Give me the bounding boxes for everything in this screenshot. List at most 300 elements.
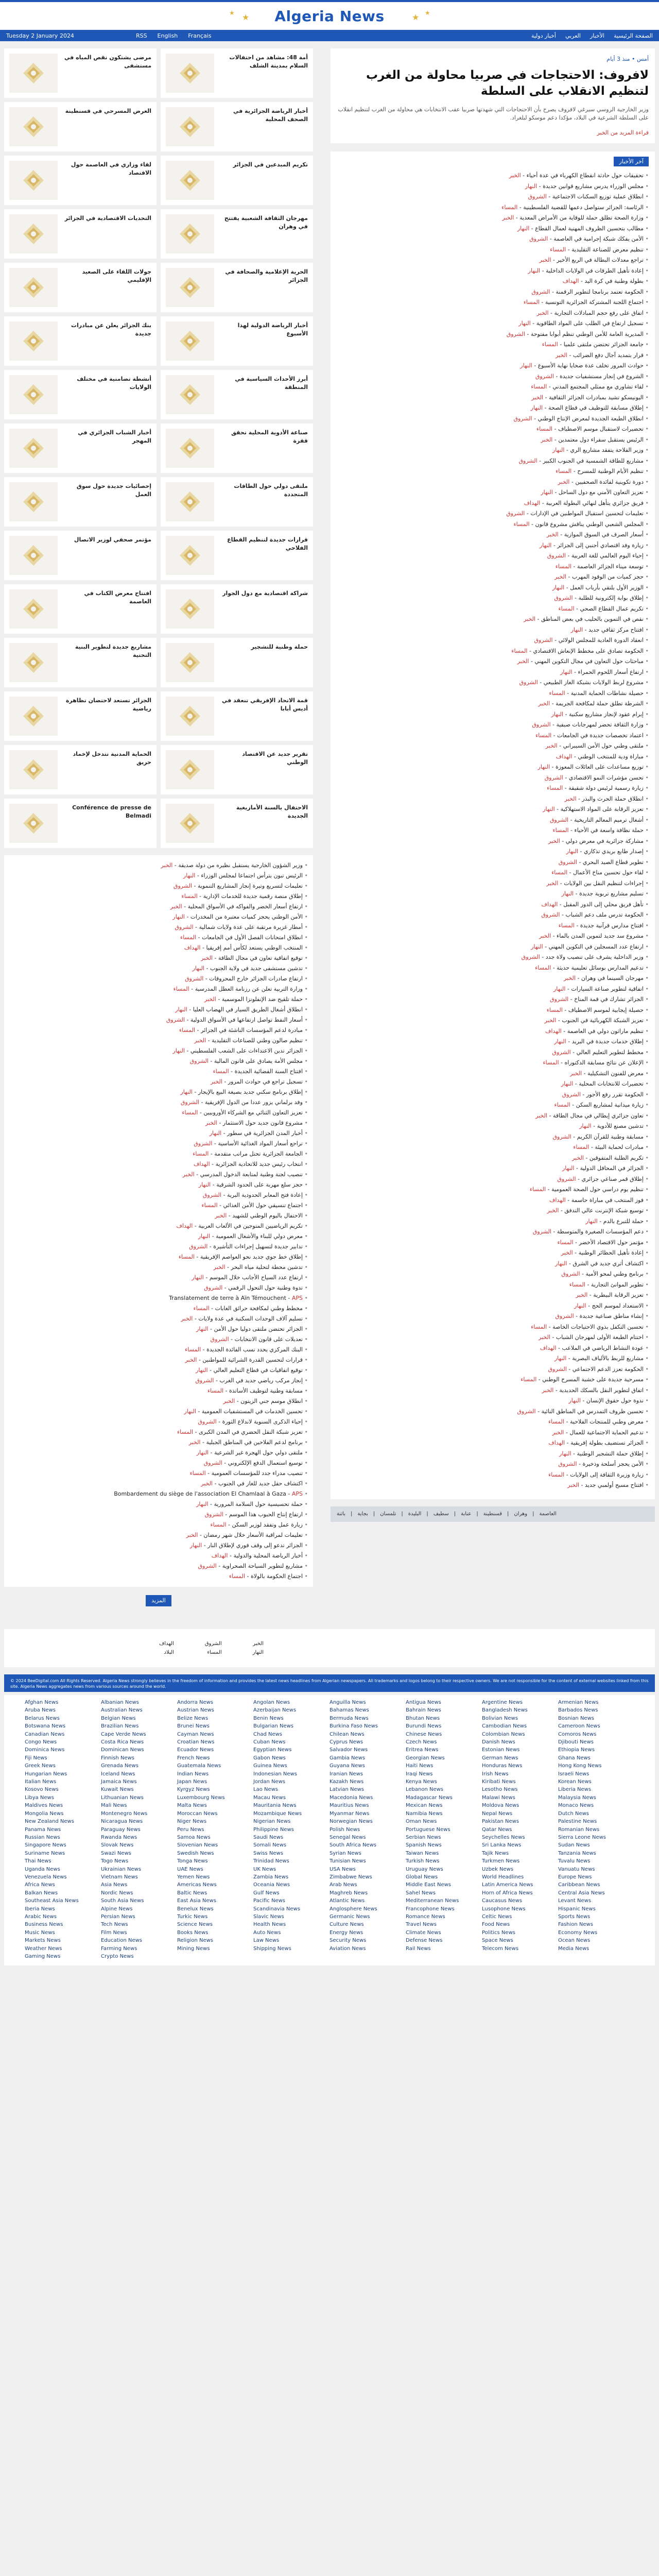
news-headline[interactable]: ندوة حول حقوق الإنسان bbox=[586, 1397, 644, 1404]
news-item[interactable]: • إنجاز مركب رياضي جديد في الغرب - الشروق bbox=[9, 1376, 308, 1386]
news-headline[interactable]: الجزائر تدين الاعتداءات على الشعب الفلسطيني bbox=[190, 1047, 303, 1054]
country-link[interactable]: Honduras News bbox=[482, 1763, 523, 1769]
news-item[interactable]: • توسيع شبكة الإنترنت عالي التدفق - الخبر bbox=[337, 1206, 649, 1216]
country-link[interactable]: Singapore News bbox=[25, 1842, 66, 1849]
country-link[interactable]: Music News bbox=[25, 1929, 55, 1936]
country-link[interactable]: Macau News bbox=[253, 1794, 286, 1801]
news-headline[interactable]: إصدار طابع بريدي تذكاري bbox=[584, 848, 644, 855]
news-item[interactable]: • ملتقى وطني حول الأمن السيبراني - الخبر bbox=[337, 741, 649, 752]
news-headline[interactable]: تدشين مستشفى جديد في ولاية الجنوب bbox=[210, 965, 303, 972]
news-headline[interactable]: افتتاح السنة القضائية الجديدة bbox=[234, 1068, 303, 1075]
news-headline[interactable]: إطلاق برنامج سكني جديد بصيغة البيع بالإيجار bbox=[198, 1089, 303, 1095]
card-thumbnail[interactable] bbox=[166, 375, 214, 414]
country-link[interactable]: South Africa News bbox=[330, 1842, 376, 1849]
country-link[interactable]: Congo News bbox=[25, 1739, 57, 1745]
country-link[interactable]: Science News bbox=[177, 1922, 213, 1928]
news-headline[interactable]: حملة تلقيح ضد الإنفلونزا الموسمية bbox=[221, 996, 303, 1003]
news-headline[interactable]: مجلس الأمة يصادق على قانون المالية bbox=[214, 1058, 303, 1064]
card-thumbnail[interactable] bbox=[166, 697, 214, 736]
country-link[interactable]: Antigua News bbox=[406, 1700, 441, 1705]
news-headline[interactable]: الجزائر تدعو إلى وقف فوري لإطلاق النار bbox=[207, 1542, 303, 1549]
news-item[interactable]: • زيارة رسمية لرئيس دولة شقيقة - المساء bbox=[337, 783, 649, 794]
country-link[interactable]: Pakistan News bbox=[482, 1819, 519, 1825]
news-item[interactable]: • إطلاق خدمات جديدة في البريد - النهار bbox=[337, 1037, 649, 1047]
news-item[interactable]: • تنظيم يوم دراسي حول الصحة العمومية - المساء bbox=[337, 1184, 649, 1195]
news-headline[interactable]: انطلاق عملية توزيع السكنات الاجتماعية bbox=[552, 193, 644, 200]
nav-arab[interactable]: العربي bbox=[565, 32, 581, 39]
country-link[interactable]: Senegal News bbox=[330, 1834, 366, 1840]
news-item[interactable]: • ارتفاع إنتاج الحبوب هذا الموسم - الشروق bbox=[9, 1510, 308, 1520]
card-title[interactable]: ملتقى دولي حول الطاقات المتجددة bbox=[234, 483, 308, 498]
news-headline[interactable]: انتخاب رئيس جديد للاتحادية الجزائرية bbox=[215, 1161, 303, 1167]
news-item[interactable]: • إطلاق خط جوي جديد نحو العواصم الإفريقية - المساء bbox=[9, 1252, 308, 1262]
news-item[interactable]: • إطلاق حملة التشجير الوطنية - النهار bbox=[337, 1449, 649, 1460]
news-card[interactable] bbox=[161, 477, 313, 527]
country-link[interactable]: Europe News bbox=[558, 1874, 592, 1880]
country-link[interactable]: Niger News bbox=[177, 1819, 207, 1825]
english-link[interactable]: English bbox=[157, 32, 178, 39]
news-headline[interactable]: تعليمات لمراقبة الأسعار خلال شهر رمضان bbox=[203, 1532, 303, 1538]
country-link[interactable]: Ghana News bbox=[558, 1755, 591, 1761]
country-link[interactable]: Chad News bbox=[253, 1731, 282, 1737]
country-link[interactable]: Central Asia News bbox=[558, 1890, 605, 1896]
news-headline[interactable]: الجامعة الجزائرية تحتل مراتب متقدمة bbox=[214, 1150, 303, 1157]
news-item[interactable]: • مشاركة جزائرية في معرض دولي - الخبر bbox=[337, 836, 649, 847]
news-item[interactable]: • انطلاق امتحانات الفصل الأول في الجامعات - المساء bbox=[9, 933, 308, 943]
news-headline[interactable]: مجلس الوزراء يدرس مشاريع قوانين جديدة bbox=[543, 182, 644, 190]
card-title[interactable]: إحصائيات جديدة حول سوق العمل bbox=[76, 483, 151, 498]
country-link[interactable]: Burkina Faso News bbox=[330, 1723, 378, 1730]
country-link[interactable]: Lao News bbox=[253, 1787, 279, 1793]
news-item[interactable]: • انطلاق موسم جني الزيتون - الخبر bbox=[9, 1396, 308, 1406]
news-headline[interactable]: اكتشاف أثري جديد في الشرق bbox=[573, 1260, 644, 1267]
news-headline[interactable]: تحسين التكفل بذوي الاحتياجات الخاصة bbox=[552, 1323, 644, 1330]
card-thumbnail[interactable] bbox=[166, 268, 214, 307]
card-thumbnail[interactable] bbox=[166, 643, 214, 682]
country-link[interactable]: Kazakh News bbox=[330, 1779, 364, 1785]
country-link[interactable]: Somali News bbox=[253, 1842, 287, 1849]
news-headline[interactable]: اتفاقية لتطوير صناعة السيارات bbox=[571, 985, 644, 992]
news-item[interactable]: • معرض وطني للمنتجات الفلاحية - المساء bbox=[337, 1417, 649, 1428]
country-link[interactable]: Oceania News bbox=[253, 1882, 290, 1888]
country-link[interactable]: Mali News bbox=[101, 1803, 127, 1809]
news-headline[interactable]: حملة للتبرع بالدم bbox=[603, 1217, 644, 1225]
news-item[interactable]: • عودة النشاط الرياضي في الملاعب - الهداف bbox=[337, 1343, 649, 1354]
news-card[interactable] bbox=[4, 102, 157, 151]
nav-news[interactable]: الأخبار bbox=[589, 32, 605, 39]
news-item[interactable]: • مسرحية جديدة على خشبة المسرح الوطني - المساء bbox=[337, 1375, 649, 1385]
news-headline[interactable]: تعليمات لتسريع وتيرة إنجاز المشاريع التنموية bbox=[198, 883, 303, 889]
news-headline[interactable]: تنصيب لجنة وطنية لمتابعة الدخول المدرسي bbox=[200, 1171, 303, 1178]
news-item[interactable]: • مشاريع للطاقة الشمسية في الجنوب الكبير - الشروق bbox=[337, 456, 649, 467]
country-link[interactable]: Rwanda News bbox=[101, 1834, 137, 1840]
news-headline[interactable]: تعاون جزائري إيطالي في مجال الطاقة bbox=[553, 1112, 644, 1119]
news-headline[interactable]: وزارة الصحة تطلق حملة للوقاية من الأمراض المعدية bbox=[519, 214, 644, 221]
news-headline[interactable]: الجزائر تشارك في قمة المناخ bbox=[574, 996, 644, 1003]
nav-world[interactable]: أخبار دولية bbox=[531, 32, 556, 39]
country-link[interactable]: Libya News bbox=[25, 1794, 54, 1801]
country-link[interactable]: German News bbox=[482, 1755, 518, 1761]
news-headline[interactable]: برنامج وطني لمحو الأمية bbox=[585, 1270, 644, 1277]
news-headline[interactable]: تسليم آلاف الوحدات السكنية في عدة ولايات bbox=[198, 1315, 303, 1322]
news-item[interactable]: • الجزائر تشارك في قمة المناخ - الشروق bbox=[337, 994, 649, 1005]
country-link[interactable]: Gabon News bbox=[253, 1755, 286, 1761]
news-card[interactable] bbox=[161, 48, 313, 98]
country-link[interactable]: Auto News bbox=[253, 1929, 281, 1936]
country-link[interactable]: Irish News bbox=[482, 1771, 509, 1777]
country-link[interactable]: Barbados News bbox=[558, 1707, 598, 1714]
news-item[interactable]: • إعادة تأهيل الطرقات في الولايات الداخلية - النهار bbox=[337, 266, 649, 277]
country-link[interactable]: Bosnian News bbox=[558, 1715, 594, 1721]
news-headline[interactable]: تنظيم ماراثون دولي في العاصمة bbox=[567, 1027, 644, 1035]
news-card[interactable] bbox=[161, 370, 313, 419]
news-item[interactable]: • حملة للتبرع بالدم - النهار bbox=[337, 1216, 649, 1227]
country-link[interactable]: Global News bbox=[406, 1874, 438, 1880]
news-headline[interactable]: الحكومة تصادق على مخطط الإنعاش الاقتصادي bbox=[533, 647, 644, 654]
country-link[interactable]: Balkan News bbox=[25, 1890, 58, 1896]
news-headline[interactable]: تدشين مصنع للأدوية bbox=[597, 1123, 644, 1129]
news-headline[interactable]: دعم المؤسسات الصغيرة والمتوسطة bbox=[557, 1228, 644, 1235]
country-link[interactable]: Iceland News bbox=[101, 1771, 135, 1777]
news-item[interactable]: • تعاون جزائري إيطالي في مجال الطاقة - الخبر bbox=[337, 1111, 649, 1122]
news-item[interactable]: • وزير الشؤون الخارجية يستقبل نظيره من دولة صديقة - الخبر bbox=[9, 860, 308, 871]
news-item[interactable]: • تعزيز الرقابة البيطرية - الخبر bbox=[337, 1290, 649, 1301]
news-headline[interactable]: حملة نظافة واسعة في الأحياء bbox=[574, 827, 644, 834]
news-item[interactable]: • تعزيز الشبكة الكهربائية في الجنوب - الخبر bbox=[337, 1015, 649, 1026]
country-link[interactable]: Gulf News bbox=[253, 1890, 280, 1896]
news-item[interactable]: • ارتفاع عدد المسجلين في التكوين المهني - النهار bbox=[337, 942, 649, 953]
news-headline[interactable]: تحسين ظروف التمدرس في المناطق النائية bbox=[541, 1408, 644, 1415]
news-headline[interactable]: وزارة الثقافة تحضر لمهرجانات صيفية bbox=[556, 721, 644, 728]
news-item[interactable]: • افتتاح مسبح أولمبي جديد - الخبر bbox=[337, 1480, 649, 1491]
news-headline[interactable]: مباراة ودية للمنتخب الوطني bbox=[578, 753, 644, 760]
news-item[interactable]: • حجز سلع مهربة على الحدود الشرقية - النهار bbox=[9, 1180, 308, 1190]
card-title[interactable]: مؤتمر صحفي لوزير الاتصال bbox=[74, 536, 151, 543]
country-link[interactable]: Gaming News bbox=[25, 1954, 61, 1959]
news-card[interactable] bbox=[4, 745, 157, 794]
news-item[interactable]: • الرئيس تبون يترأس اجتماعا لمجلس الوزراء - النهار bbox=[9, 871, 308, 881]
country-link[interactable]: Luxembourg News bbox=[177, 1794, 225, 1801]
news-headline[interactable]: تدعيم المدارس بوسائل تعليمية حديثة bbox=[557, 964, 644, 971]
card-thumbnail[interactable] bbox=[166, 214, 214, 253]
country-link[interactable]: Romanian News bbox=[558, 1826, 600, 1833]
country-link[interactable]: Caribbean News bbox=[558, 1882, 600, 1888]
country-link[interactable]: Fashion News bbox=[558, 1922, 593, 1928]
news-item[interactable]: • اليونيسكو تشيد بمبادرات الجزائر الثقافية - الخبر bbox=[337, 393, 649, 403]
country-link[interactable]: Spanish News bbox=[406, 1842, 442, 1849]
country-link[interactable]: Culture News bbox=[330, 1922, 364, 1928]
country-link[interactable]: Weather News bbox=[25, 1945, 62, 1952]
country-link[interactable]: Malaysia News bbox=[558, 1794, 596, 1801]
news-item[interactable]: • تطوير الموانئ التجارية - المساء bbox=[337, 1280, 649, 1291]
country-link[interactable]: Guatemala News bbox=[177, 1763, 221, 1769]
card-title[interactable]: حملة وطنية للتشجير bbox=[251, 643, 308, 650]
news-item[interactable]: • تدشين مصنع للأدوية - النهار bbox=[337, 1121, 649, 1132]
news-headline[interactable]: توزيع مساعدات على العائلات المعوزة bbox=[555, 764, 644, 770]
news-headline[interactable]: وزارة التربية تعلن عن رزنامة العطل المدرسية bbox=[195, 986, 303, 992]
news-item[interactable]: • تدعيم الحماية الاجتماعية للعمال - الخبر bbox=[337, 1428, 649, 1438]
country-link[interactable]: Benelux News bbox=[177, 1906, 214, 1912]
country-link[interactable]: Cayman News bbox=[177, 1731, 214, 1737]
country-link[interactable]: Costa Rica News bbox=[101, 1739, 144, 1745]
news-headline[interactable]: معرض للفنون التشكيلية bbox=[587, 1070, 644, 1077]
card-title[interactable]: التحديات الاقتصادية في الجزائر bbox=[64, 215, 151, 222]
news-headline[interactable]: زيارة وفد اقتصادي أجنبي إلى الجزائر bbox=[557, 541, 644, 549]
card-thumbnail[interactable] bbox=[166, 804, 214, 843]
card-thumbnail[interactable] bbox=[9, 268, 58, 307]
news-headline[interactable]: وزير الشؤون الخارجية يستقبل نظيره من دولة صديقة bbox=[178, 862, 303, 869]
country-link[interactable]: Monaco News bbox=[558, 1803, 594, 1809]
country-link[interactable]: Law News bbox=[253, 1938, 280, 1944]
news-headline[interactable]: إطلاق خدمات جديدة في البريد bbox=[571, 1038, 644, 1045]
country-link[interactable]: Croatian News bbox=[177, 1739, 215, 1745]
news-headline[interactable]: توسيع شبكة الإنترنت عالي التدفق bbox=[564, 1207, 644, 1214]
country-link[interactable]: Arab News bbox=[330, 1882, 357, 1888]
news-headline[interactable]: إطلاق منصة رقمية جديدة للخدمات الإدارية bbox=[203, 893, 303, 900]
news-item[interactable]: • اكتشاف أثري جديد في الشرق - النهار bbox=[337, 1259, 649, 1269]
news-item[interactable]: • توقيع اتفاقية تعاون في مجال الطاقة - الخبر bbox=[9, 953, 308, 963]
news-item[interactable]: • إعادة فتح المعابر الحدودية البرية - الشروق bbox=[9, 1190, 308, 1200]
card-title[interactable]: أخبار الرياضة الدولية لهذا الأسبوع bbox=[237, 322, 308, 337]
country-link[interactable]: Anglosphere News bbox=[330, 1906, 377, 1912]
country-link[interactable]: Education News bbox=[101, 1938, 142, 1944]
news-item[interactable]: • الاستعداد لموسم الحج - النهار bbox=[337, 1301, 649, 1312]
country-link[interactable]: Security News bbox=[330, 1938, 367, 1944]
news-item[interactable]: • زيارة عمل وتفقد لوزير السكن - المساء bbox=[9, 1520, 308, 1530]
country-link[interactable]: Film News bbox=[101, 1929, 127, 1936]
news-item[interactable]: • تسليم آلاف الوحدات السكنية في عدة ولايات - الخبر bbox=[9, 1314, 308, 1324]
news-item[interactable]: • الإعلان عن نتائج مسابقة الدكتوراه - المساء bbox=[337, 1058, 649, 1069]
card-title[interactable]: تقرير جديد عن الاقتصاد الوطني bbox=[242, 751, 308, 766]
news-headline[interactable]: الجزائر في المحافل الدولية bbox=[580, 1165, 644, 1172]
news-headline[interactable]: فريق جزائري يتأهل لنهائي البطولة العربية bbox=[546, 499, 644, 506]
city-tag[interactable]: سطيف bbox=[433, 1511, 449, 1517]
card-thumbnail[interactable] bbox=[166, 54, 214, 93]
news-headline[interactable]: مهرجان السينما في وهران bbox=[581, 975, 644, 981]
news-headline[interactable]: تحضيرات لاستقبال موسم الاصطياف bbox=[558, 426, 644, 432]
news-headline[interactable]: تنظيم الأيام الوطنية للمسرح bbox=[577, 468, 644, 474]
news-headline[interactable]: مشروع قانون جديد حول الاستثمار bbox=[222, 1120, 303, 1126]
news-headline[interactable]: الاستعداد لموسم الحج bbox=[592, 1302, 644, 1309]
news-headline[interactable]: انطلاق الطبعة الجديدة لمعرض الإنتاج الوطني bbox=[537, 415, 644, 422]
news-item[interactable]: • إطلاق مسابقة للتوظيف في قطاع الصحة - النهار bbox=[337, 403, 649, 414]
country-link[interactable]: Austrian News bbox=[177, 1707, 214, 1714]
news-headline[interactable]: تحضيرات للانتخابات المحلية bbox=[579, 1080, 644, 1087]
news-headline[interactable]: مشاريع لتطوير السياحة الصحراوية bbox=[222, 1563, 303, 1569]
news-card[interactable] bbox=[161, 638, 313, 687]
country-link[interactable]: Mozambique News bbox=[253, 1810, 302, 1817]
news-headline[interactable]: تكريم الطلبة المتفوقين bbox=[589, 1154, 644, 1161]
country-link[interactable]: Slovenian News bbox=[177, 1842, 218, 1849]
country-link[interactable]: Israeli News bbox=[558, 1771, 589, 1777]
news-item[interactable]: • الجزائر في المحافل الدولية - النهار bbox=[337, 1163, 649, 1174]
country-link[interactable]: Swiss News bbox=[253, 1850, 283, 1856]
country-link[interactable]: Jamaica News bbox=[101, 1779, 137, 1785]
news-headline[interactable]: إطلاق حملة التشجير الوطنية bbox=[577, 1450, 644, 1457]
news-item[interactable]: • إصدار طابع بريدي تذكاري - النهار bbox=[337, 846, 649, 857]
news-item[interactable]: • مسابقة وطنية لتوظيف الأساتذة - المساء bbox=[9, 1386, 308, 1396]
news-item[interactable]: • حملة نظافة واسعة في الأحياء - المساء bbox=[337, 825, 649, 836]
country-link[interactable]: Scandinavia News bbox=[253, 1906, 300, 1912]
country-link[interactable]: Botswana News bbox=[25, 1723, 66, 1730]
country-link[interactable]: Iberia News bbox=[25, 1906, 55, 1912]
news-headline[interactable]: اجتماع الحكومة بالولاة bbox=[251, 1573, 303, 1580]
news-item[interactable]: • افتتاح مدارس قرآنية جديدة - المساء bbox=[337, 921, 649, 931]
country-link[interactable]: Thai News bbox=[25, 1858, 51, 1865]
card-thumbnail[interactable] bbox=[9, 321, 58, 361]
news-headline[interactable]: تراجع معدلات البطالة في الربع الأخير bbox=[557, 257, 644, 263]
country-link[interactable]: Aviation News bbox=[330, 1945, 366, 1952]
news-item[interactable]: • الاحتفال باليوم الوطني للشهيد - الخبر bbox=[9, 1211, 308, 1221]
news-headline[interactable]: تعليمات لتحسين استقبال المواطنين في الإدارات bbox=[530, 510, 644, 517]
country-link[interactable]: Indonesian News bbox=[253, 1771, 297, 1777]
news-item[interactable]: • تسجيل ارتفاع في الطلب على المواد الطاقوية - النهار bbox=[337, 318, 649, 329]
country-link[interactable]: Crypto News bbox=[101, 1954, 134, 1959]
country-link[interactable]: Atlantic News bbox=[330, 1898, 365, 1904]
country-link[interactable]: Travel News bbox=[406, 1922, 437, 1928]
news-headline[interactable]: الشروع في إنجاز مستشفيات جديدة bbox=[559, 372, 644, 380]
country-link[interactable]: Levant News bbox=[558, 1898, 592, 1904]
news-card[interactable] bbox=[4, 370, 157, 419]
country-link[interactable]: Bangladesh News bbox=[482, 1707, 528, 1714]
card-thumbnail[interactable] bbox=[166, 482, 214, 521]
news-headline[interactable]: اجتماع اللجنة المشتركة الجزائرية التونسية bbox=[545, 299, 644, 306]
news-headline[interactable]: لقاء حول تحسين مناخ الأعمال bbox=[573, 869, 644, 876]
news-headline[interactable]: الإعلان عن نتائج مسابقة الدكتوراه bbox=[564, 1059, 644, 1066]
country-link[interactable]: Politics News bbox=[482, 1929, 515, 1936]
country-link[interactable]: Portuguese News bbox=[406, 1826, 450, 1833]
country-link[interactable]: Belarus News bbox=[25, 1715, 60, 1721]
news-headline[interactable]: الرئيس يستقبل سفراء دول معتمدين bbox=[558, 436, 644, 443]
news-item[interactable]: • ندوة حول حقوق الإنسان - النهار bbox=[337, 1396, 649, 1406]
news-item[interactable]: • إطلاق برنامج سكني جديد بصيغة البيع بالإيجار - النهار bbox=[9, 1087, 308, 1097]
card-thumbnail[interactable] bbox=[166, 750, 214, 789]
news-item[interactable]: • الحكومة تقرر رفع الأجور - الشروق bbox=[337, 1090, 649, 1100]
news-item[interactable]: • الجزائر تستضيف بطولة إفريقية - الهداف bbox=[337, 1438, 649, 1449]
city-tag[interactable]: العاصمة bbox=[539, 1511, 557, 1517]
news-card[interactable] bbox=[4, 638, 157, 687]
country-link[interactable]: Cape Verde News bbox=[101, 1731, 146, 1737]
news-item[interactable]: • تعديلات على قانون الانتخابات - الشروق bbox=[9, 1334, 308, 1345]
news-item[interactable]: • حملة تحسيسية حول السلامة المرورية - النهار bbox=[9, 1499, 308, 1510]
news-item[interactable]: • انعقاد الدورة العادية للمجلس الولائي - الشروق bbox=[337, 635, 649, 646]
news-item[interactable]: • تحسين ظروف التمدرس في المناطق النائية - الشروق bbox=[337, 1406, 649, 1417]
country-link[interactable]: Turkish News bbox=[406, 1858, 440, 1865]
news-item[interactable]: • مشروع سد جديد لتموين المدن بالماء - الخبر bbox=[337, 931, 649, 942]
news-headline[interactable]: افتتاح مسبح أولمبي جديد bbox=[585, 1482, 644, 1488]
news-headline[interactable]: Translatement de terre à Aïn Témouchent bbox=[169, 1295, 286, 1301]
country-link[interactable]: Kyrgyz News bbox=[177, 1787, 210, 1793]
news-headline[interactable]: عودة النشاط الرياضي في الملاعب bbox=[562, 1344, 644, 1351]
news-headline[interactable]: تسجيل تراجع في حوادث المرور bbox=[228, 1078, 303, 1085]
country-link[interactable]: Tajik News bbox=[482, 1850, 509, 1856]
country-link[interactable]: Uzbek News bbox=[482, 1866, 514, 1872]
country-link[interactable]: Turkmen News bbox=[482, 1858, 520, 1865]
city-tag[interactable]: عنابة bbox=[461, 1511, 472, 1517]
news-headline[interactable]: تحسين الخدمات في المستشفيات العمومية bbox=[201, 1408, 303, 1415]
news-headline[interactable]: توسيع استعمال الدفع الإلكتروني bbox=[228, 1460, 303, 1466]
news-item[interactable]: • معرض للفنون التشكيلية - الخبر bbox=[337, 1069, 649, 1079]
card-title[interactable]: أخبار الشباب الجزائري في المهجر bbox=[78, 429, 151, 444]
news-headline[interactable]: إعادة تأهيل الحظائر الوطنية bbox=[578, 1249, 644, 1256]
card-thumbnail[interactable] bbox=[9, 589, 58, 629]
news-headline[interactable]: وزير الفلاحة يتفقد مشاريع الري bbox=[570, 447, 644, 453]
news-item[interactable]: • ارتفاع عدد السياح الأجانب خلال الموسم - النهار bbox=[9, 1273, 308, 1283]
news-card[interactable] bbox=[4, 691, 157, 741]
country-link[interactable]: Georgian News bbox=[406, 1755, 445, 1761]
news-item[interactable]: • مخطط وطني لمكافحة حرائق الغابات - المساء bbox=[9, 1303, 308, 1314]
country-link[interactable]: Madagascar News bbox=[406, 1794, 453, 1801]
news-headline[interactable]: اجتماع تنسيقي حول الأمن الغذائي bbox=[223, 1202, 303, 1209]
country-link[interactable]: Romance News bbox=[406, 1913, 445, 1920]
news-headline[interactable]: ملتقى دولي حول الهجرة غير الشرعية bbox=[214, 1449, 303, 1456]
news-item[interactable]: • اكتشاف حقل جديد للغاز في الجنوب - الخبر bbox=[9, 1479, 308, 1489]
country-link[interactable]: Caucasus News bbox=[482, 1898, 523, 1904]
card-thumbnail[interactable] bbox=[9, 107, 58, 146]
news-headline[interactable]: تراجع أسعار المواد الغذائية الأساسية bbox=[218, 1140, 303, 1147]
country-link[interactable]: Ethiopia News bbox=[558, 1747, 595, 1753]
country-link[interactable]: Liberia News bbox=[558, 1787, 592, 1793]
news-card[interactable] bbox=[161, 102, 313, 151]
news-headline[interactable]: ارتفاع صادرات الجزائر خارج المحروقات bbox=[209, 975, 303, 982]
country-link[interactable]: Czech News bbox=[406, 1739, 437, 1745]
country-link[interactable]: Palestine News bbox=[558, 1819, 597, 1825]
country-link[interactable]: USA News bbox=[330, 1866, 356, 1872]
news-card[interactable] bbox=[4, 799, 157, 848]
country-link[interactable]: Kosovo News bbox=[25, 1787, 59, 1793]
news-item[interactable]: • تحضيرات للانتخابات المحلية - النهار bbox=[337, 1079, 649, 1090]
card-title[interactable]: العرض المسرحي في قسنطينة bbox=[65, 108, 151, 114]
news-item[interactable]: • وزارة الصحة تطلق حملة للوقاية من الأمراض المعدية - الخبر bbox=[337, 213, 649, 224]
news-item[interactable]: • أسعار النفط تواصل ارتفاعها في الأسواق الدولية - الشروق bbox=[9, 1015, 308, 1025]
country-link[interactable]: Bahrain News bbox=[406, 1707, 441, 1714]
news-item[interactable]: • الحكومة تعزز الدعم الاجتماعي - الشروق bbox=[337, 1364, 649, 1375]
country-link[interactable]: Mauritania News bbox=[253, 1803, 297, 1809]
country-link[interactable]: Indian News bbox=[177, 1771, 209, 1777]
news-item[interactable]: • تسجيل تراجع في حوادث المرور - الخبر bbox=[9, 1077, 308, 1087]
news-headline[interactable]: زيارة رسمية لرئيس دولة شقيقة bbox=[568, 785, 644, 791]
news-headline[interactable]: الحكومة تعزز الدعم الاجتماعي bbox=[572, 1365, 644, 1372]
country-link[interactable]: Nigerian News bbox=[253, 1819, 291, 1825]
news-item[interactable]: • إطلاق قمر صناعي جزائري - الشروق bbox=[337, 1174, 649, 1185]
country-link[interactable]: Sudan News bbox=[558, 1842, 590, 1849]
country-link[interactable]: Estonian News bbox=[482, 1747, 520, 1753]
country-link[interactable]: Sahel News bbox=[406, 1890, 436, 1896]
news-headline[interactable]: تأهل فريق محلي إلى الدور المقبل bbox=[563, 901, 644, 908]
news-headline[interactable]: افتتاح مركز ثقافي جديد bbox=[588, 626, 644, 633]
country-link[interactable]: Italian News bbox=[25, 1779, 57, 1785]
news-item[interactable]: • تحسين الخدمات في المستشفيات العمومية - النهار bbox=[9, 1406, 308, 1417]
country-link[interactable]: Eritrea News bbox=[406, 1747, 439, 1753]
country-link[interactable]: Chilean News bbox=[330, 1731, 365, 1737]
news-item[interactable]: • اجتماع الحكومة بالولاة - المساء bbox=[9, 1571, 308, 1582]
country-link[interactable]: Bulgarian News bbox=[253, 1723, 294, 1730]
news-headline[interactable]: برنامج لدعم الفلاحين في المناطق الجبلية bbox=[206, 1439, 303, 1446]
news-item[interactable]: • تكريم عمال القطاع الصحي - المساء bbox=[337, 604, 649, 615]
news-headline[interactable]: دورة تكوينية لفائدة الصحفيين bbox=[575, 478, 644, 485]
news-headline[interactable]: أسعار النفط تواصل ارتفاعها في الأسواق الدولية bbox=[190, 1016, 303, 1023]
country-link[interactable]: Persian News bbox=[101, 1913, 135, 1920]
news-headline[interactable]: أمطار غزيرة مرتقبة على عدة ولايات شمالية bbox=[199, 924, 303, 930]
country-link[interactable]: Africa News bbox=[25, 1882, 55, 1888]
city-tag[interactable]: باتنة bbox=[337, 1511, 345, 1517]
news-headline[interactable]: اتفاق على رفع حجم المبادلات التجارية bbox=[554, 309, 644, 316]
news-item[interactable]: • برنامج وطني لمحو الأمية - الشروق bbox=[337, 1269, 649, 1280]
country-link[interactable]: Slavic News bbox=[253, 1913, 284, 1920]
country-link[interactable]: Nepal News bbox=[482, 1810, 513, 1817]
country-link[interactable]: Sri Lanka News bbox=[482, 1842, 522, 1849]
country-link[interactable]: Maghreb News bbox=[330, 1890, 368, 1896]
